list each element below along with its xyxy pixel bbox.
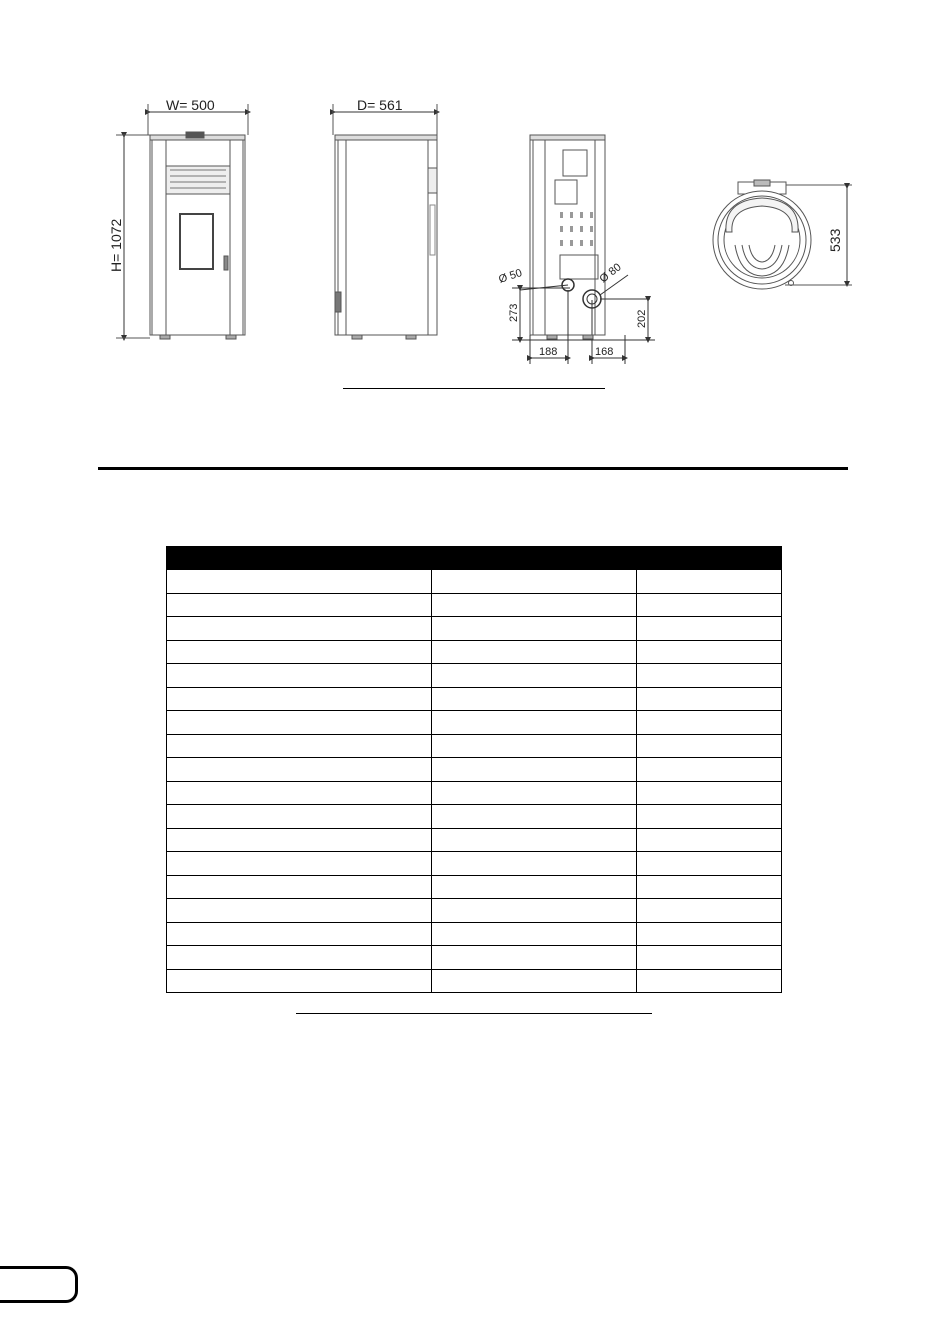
depth-dimension-label: D= 561 — [357, 97, 403, 113]
table-row — [167, 946, 782, 970]
table-row — [167, 781, 782, 805]
table-header-row — [167, 547, 782, 570]
table-cell — [637, 899, 782, 923]
table-cell — [167, 640, 432, 664]
offset-168-label: 168 — [595, 346, 614, 358]
table-row — [167, 969, 782, 993]
table-header-cell — [167, 547, 432, 570]
table-cell — [167, 899, 432, 923]
table-cell — [637, 687, 782, 711]
table-cell — [432, 922, 637, 946]
table-cell — [167, 969, 432, 993]
table-cell — [167, 781, 432, 805]
table-cell — [432, 640, 637, 664]
table-cell — [432, 852, 637, 876]
table-cell — [432, 946, 637, 970]
table-cell — [167, 570, 432, 594]
table-row — [167, 828, 782, 852]
table-cell — [637, 640, 782, 664]
height-dimension-label: H= 1072 — [108, 218, 124, 272]
table-cell — [167, 758, 432, 782]
small-pipe-diameter-label: Ø 50 — [497, 267, 524, 286]
table-cell — [637, 828, 782, 852]
table-cell — [432, 899, 637, 923]
technical-drawings — [0, 0, 950, 400]
table-header-cell — [637, 547, 782, 570]
table-cell — [637, 570, 782, 594]
table-cell — [167, 711, 432, 735]
table-cell — [432, 781, 637, 805]
table-cell — [167, 664, 432, 688]
table-cell — [637, 734, 782, 758]
table-cell — [637, 875, 782, 899]
table-row — [167, 922, 782, 946]
table-cell — [637, 922, 782, 946]
table-row — [167, 899, 782, 923]
table-row — [167, 758, 782, 782]
table-cell — [432, 758, 637, 782]
table-row — [167, 593, 782, 617]
table-row — [167, 640, 782, 664]
table-cell — [167, 734, 432, 758]
table-row — [167, 875, 782, 899]
table-cell — [167, 875, 432, 899]
specifications-table — [166, 546, 782, 993]
table-cell — [637, 593, 782, 617]
table-cell — [432, 570, 637, 594]
table-cell — [432, 828, 637, 852]
table-cell — [432, 805, 637, 829]
table-cell — [432, 687, 637, 711]
table-cell — [167, 687, 432, 711]
table-cell — [637, 781, 782, 805]
offset-188-label: 188 — [539, 346, 558, 358]
section-divider — [98, 467, 848, 470]
table-cell — [432, 593, 637, 617]
table-cell — [167, 946, 432, 970]
table-cell — [637, 617, 782, 641]
table-row — [167, 664, 782, 688]
table-row — [167, 617, 782, 641]
table-row — [167, 711, 782, 735]
table-row — [167, 852, 782, 876]
table-cell — [167, 852, 432, 876]
table-cell — [432, 875, 637, 899]
table-cell — [432, 664, 637, 688]
table-cell — [167, 922, 432, 946]
table-cell — [432, 617, 637, 641]
table-cell — [432, 711, 637, 735]
table-cell — [637, 711, 782, 735]
table-cell — [637, 758, 782, 782]
table-cell — [637, 664, 782, 688]
table-header-cell — [432, 547, 637, 570]
front-view-drawing — [116, 104, 248, 339]
table-cell — [167, 828, 432, 852]
height-202-label: 202 — [636, 309, 648, 328]
large-pipe-diameter-label: Ø 80 — [597, 261, 624, 286]
table-caption-underline — [296, 1013, 652, 1014]
drawing-caption-underline — [343, 388, 605, 389]
page-number-tab — [0, 1266, 78, 1303]
top-depth-label: 533 — [827, 228, 843, 252]
table-row — [167, 687, 782, 711]
rear-view-drawing — [512, 135, 655, 364]
table-row — [167, 805, 782, 829]
table-cell — [432, 734, 637, 758]
side-view-drawing — [333, 104, 437, 339]
table-cell — [637, 805, 782, 829]
table-cell — [432, 969, 637, 993]
table-cell — [637, 946, 782, 970]
width-dimension-label: W= 500 — [166, 97, 215, 113]
table-row — [167, 570, 782, 594]
table-row — [167, 734, 782, 758]
height-273-label: 273 — [508, 303, 520, 322]
table-cell — [637, 969, 782, 993]
table-cell — [167, 805, 432, 829]
table-cell — [167, 617, 432, 641]
table-cell — [637, 852, 782, 876]
table-cell — [167, 593, 432, 617]
